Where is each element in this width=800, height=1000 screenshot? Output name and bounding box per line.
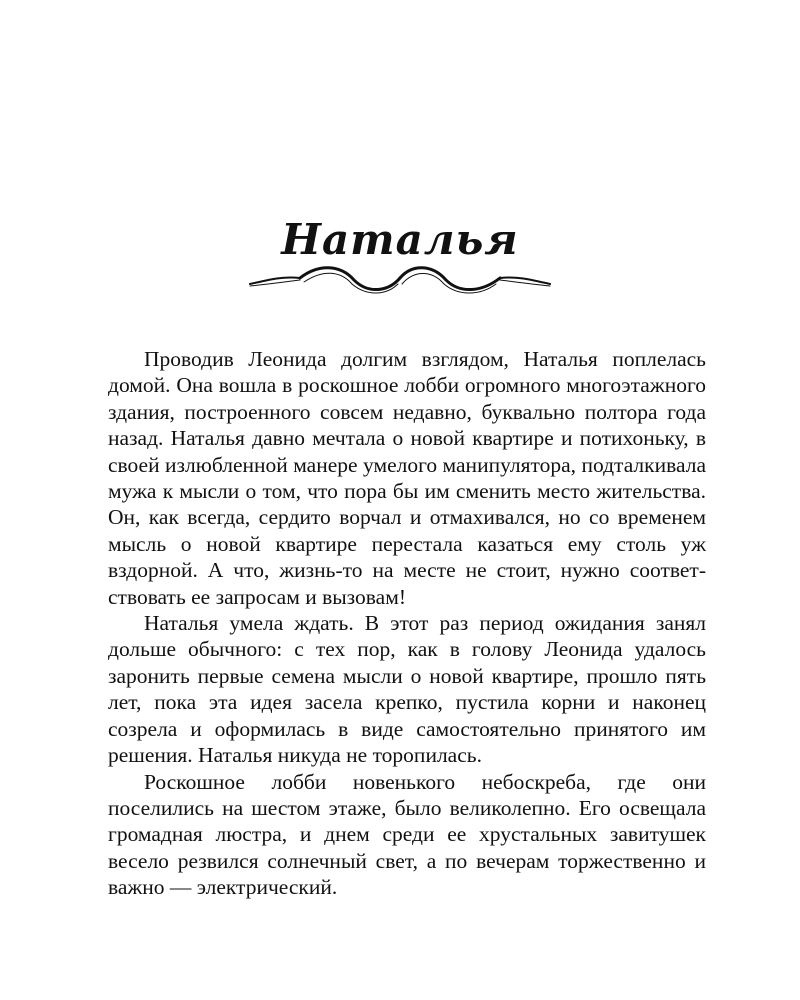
chapter-title: Наталья — [281, 215, 519, 264]
paragraph-2: Наталья умела ждать. В этот раз период ожидания занял дольше обычного: с тех пор, как в голову Леонида удалось заронить первые семена мысли о новой квартире, прошло пять лет, пока эта идея засела крепко, пустила корни и наконец созрела и оформилась в виде самостоятельно принятого им решения. Наталья никуда не торопилась. — [108, 611, 706, 768]
paragraph-3: Роскошное лобби новенького небоскреба, где они поселились на шестом этаже, было великолепно. Его освещала громадная люстра, и днем среди ее хрустальных завитушек весело резвился солнечный свет, а по вечерам торжественно и важно — электрический. — [108, 769, 706, 900]
chapter-text — [108, 346, 706, 901]
swash-divider-icon — [248, 262, 552, 298]
paragraph-1: Проводив Леонида долгим взглядом, Наталья поплелась домой. Она вошла в роскошное лобби огромного многоэтажного здания, построенного совсем недавно, буквально полтора года назад. Наталья давно мечтала о новой квартире и потихоньку, в своей излюбленной манере умелого манипулятора, подталкивала мужа к мысли о том, что пора бы им сменить место жительства. Он, как всегда, сердито ворчал и отмахивался, но со временем мысль о новой квартире перестала казаться ему столь уж вздорной. А что, жизнь-то на месте не стоит, нужно соответствовать ее запросам и вызовам! — [108, 347, 706, 609]
